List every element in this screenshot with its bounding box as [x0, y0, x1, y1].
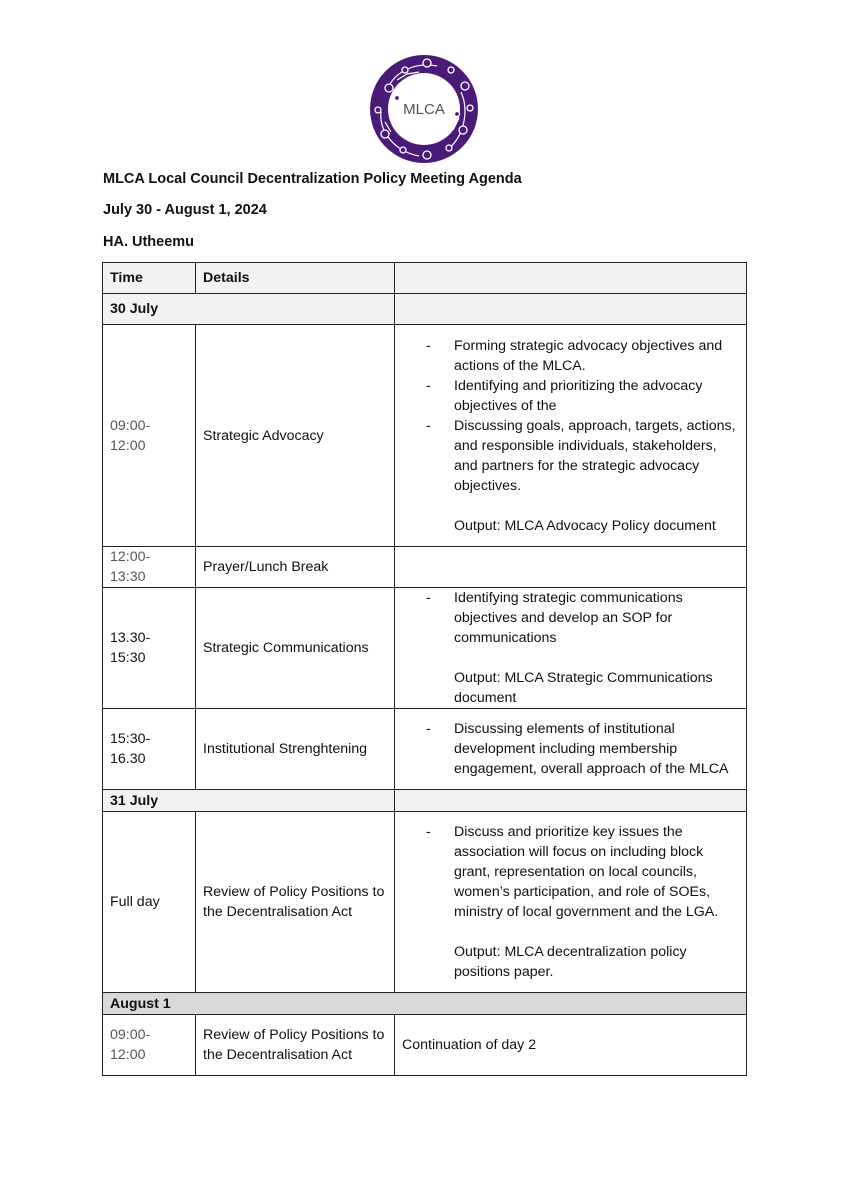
time-cell: 09:00- 12:00 [103, 1015, 196, 1076]
day-label: 30 July [103, 294, 395, 325]
details-cell: Prayer/Lunch Break [196, 547, 395, 588]
day-row-30-july [103, 294, 747, 325]
details-cell: Institutional Strenghtening [196, 709, 395, 790]
day-label: August 1 [103, 993, 747, 1015]
description-cell [395, 709, 747, 790]
list-item: - Discussing elements of institutional development including membership engagement, overall approach of the MLCA [454, 719, 739, 779]
details-cell: Strategic Communications [196, 588, 395, 709]
table-row [103, 812, 747, 993]
output-text: Output: MLCA Advocacy Policy document [454, 517, 716, 534]
list-item: - Discuss and prioritize key issues the association will focus on including block grant, representation on local councils, women’s participation, and role of SOEs, ministry of local government and the LGA. [454, 822, 739, 922]
day-row-31-july [103, 790, 747, 812]
details-cell: Strategic Advocacy [196, 325, 395, 547]
list-item: - Identifying and prioritizing the advocacy objectives of the [454, 376, 739, 416]
table-row [103, 547, 747, 588]
table-row [103, 588, 747, 709]
time-cell: 13.30- 15:30 [103, 588, 196, 709]
description-cell [395, 325, 747, 547]
day-row-august-1 [103, 993, 747, 1015]
details-cell: Review of Policy Positions to the Decentralisation Act [196, 812, 395, 993]
table-row [103, 1015, 747, 1076]
column-header-time: Time [103, 263, 196, 294]
time-cell: Full day [103, 812, 196, 993]
description-cell: Continuation of day 2 [395, 1015, 747, 1076]
column-header-blank [395, 263, 747, 294]
agenda-title: MLCA Local Council Decentralization Policy Meeting Agenda [103, 171, 522, 187]
description-cell [395, 588, 747, 709]
list-item: - Discussing goals, approach, targets, actions, and responsible individuals, stakeholders, and partners for the strategic advocacy objectives. [454, 416, 739, 496]
description-cell [395, 812, 747, 993]
time-cell: 15:30- 16.30 [103, 709, 196, 790]
mlca-logo [367, 52, 481, 166]
agenda-dates: July 30 - August 1, 2024 [103, 202, 267, 218]
time-cell: 09:00- 12:00 [103, 325, 196, 547]
table-header-row [103, 263, 747, 294]
time-cell: 12:00- 13:30 [103, 547, 196, 588]
agenda-table [102, 262, 747, 1076]
day-label: 31 July [103, 790, 395, 812]
output-text: Output: MLCA decentralization policy positions paper. [454, 944, 687, 980]
table-row [103, 709, 747, 790]
details-cell: Review of Policy Positions to the Decentralisation Act [196, 1015, 395, 1076]
agenda-venue: HA. Utheemu [103, 234, 195, 250]
logo-text: MLCA [403, 101, 445, 118]
list-item: - Identifying strategic communications objectives and develop an SOP for communications [454, 588, 739, 648]
output-text: Output: MLCA Strategic Communications document [454, 670, 713, 706]
column-header-details: Details [196, 263, 395, 294]
list-item: - Forming strategic advocacy objectives and actions of the MLCA. [454, 336, 739, 376]
table-row [103, 325, 747, 547]
